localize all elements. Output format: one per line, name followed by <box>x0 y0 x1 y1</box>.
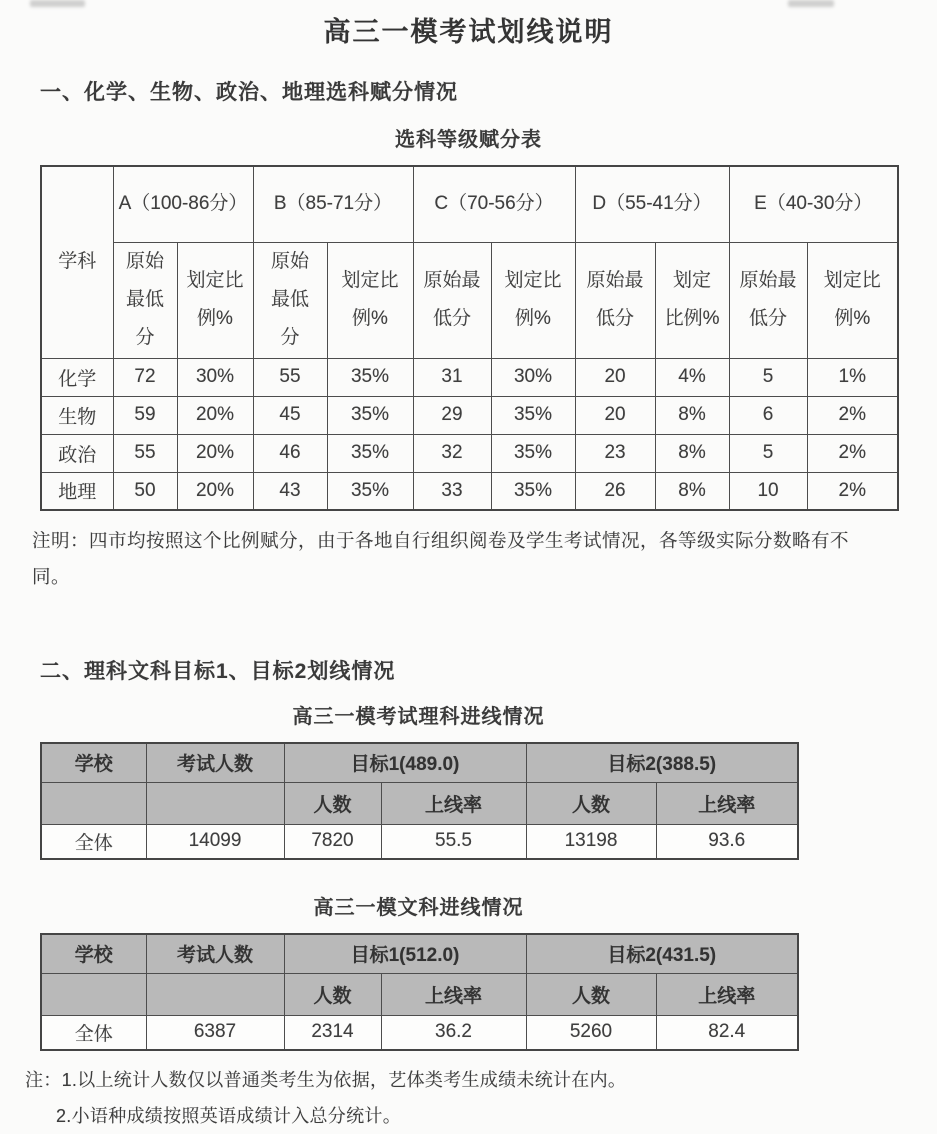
value-cell: 35% <box>491 472 575 510</box>
subject-cell: 政治 <box>41 434 113 472</box>
rate-header: 上线率 <box>656 782 798 824</box>
grade-row-politics <box>41 434 898 472</box>
grade-table-note: 注明：四市均按照这个比例赋分，由于各地自行组织阅卷及学生考试情况，各等级实际分数略有不同。 <box>32 530 850 587</box>
grade-c-header: C（70-56分） <box>413 166 575 242</box>
value-cell: 35% <box>327 358 413 396</box>
count-header: 人数 <box>526 973 656 1015</box>
value-cell: 33 <box>413 472 491 510</box>
grade-row-biology <box>41 396 898 434</box>
target1-rate-cell: 55.5 <box>381 824 526 859</box>
school-cell: 全体 <box>41 824 146 859</box>
value-cell: 35% <box>327 396 413 434</box>
value-cell: 8% <box>655 396 729 434</box>
empty-cell <box>146 782 284 824</box>
rate-header: 上线率 <box>381 782 526 824</box>
scan-artifact-left <box>30 0 85 7</box>
value-cell: 4% <box>655 358 729 396</box>
science-header-row <box>41 743 798 782</box>
subject-column-header: 学科 <box>41 166 113 358</box>
grade-row-chemistry <box>41 358 898 396</box>
ratio-header-b: 划定比例% <box>327 242 413 358</box>
value-cell: 2% <box>807 472 898 510</box>
value-cell: 55 <box>113 434 177 472</box>
science-data-row <box>41 824 798 859</box>
target1-header: 目标1(512.0) <box>284 934 526 973</box>
value-cell: 45 <box>253 396 327 434</box>
value-cell: 2% <box>807 396 898 434</box>
grade-group-header-row <box>41 166 898 242</box>
examinees-cell: 6387 <box>146 1015 284 1050</box>
count-header: 人数 <box>284 973 381 1015</box>
value-cell: 23 <box>575 434 655 472</box>
value-cell: 35% <box>491 434 575 472</box>
target1-rate-cell: 36.2 <box>381 1015 526 1050</box>
value-cell: 20 <box>575 358 655 396</box>
value-cell: 29 <box>413 396 491 434</box>
value-cell: 20% <box>177 434 253 472</box>
value-cell: 5 <box>729 358 807 396</box>
science-table <box>40 742 799 860</box>
arts-sub-header-row <box>41 973 798 1015</box>
value-cell: 35% <box>327 434 413 472</box>
arts-table-title: 高三一模文科进线情况 <box>313 897 524 919</box>
min-score-header-c: 原始最低分 <box>413 242 491 358</box>
arts-data-row <box>41 1015 798 1050</box>
value-cell: 20 <box>575 396 655 434</box>
subject-cell: 化学 <box>41 358 113 396</box>
ratio-header-a: 划定比例% <box>177 242 253 358</box>
grade-assignment-table <box>40 165 899 511</box>
value-cell: 55 <box>253 358 327 396</box>
target2-rate-cell: 82.4 <box>656 1015 798 1050</box>
grade-d-header: D（55-41分） <box>575 166 729 242</box>
section-2-heading: 二、理科文科目标1、目标2划线情况 <box>40 660 396 683</box>
grade-e-header: E（40-30分） <box>729 166 898 242</box>
value-cell: 59 <box>113 396 177 434</box>
ratio-header-e: 划定比例% <box>807 242 898 358</box>
min-score-header-b: 原始最低分 <box>253 242 327 358</box>
grade-b-header: B（85-71分） <box>253 166 413 242</box>
min-score-header-e: 原始最低分 <box>729 242 807 358</box>
value-cell: 31 <box>413 358 491 396</box>
value-cell: 1% <box>807 358 898 396</box>
ratio-header-c: 划定比例% <box>491 242 575 358</box>
grade-row-geography <box>41 472 898 510</box>
value-cell: 30% <box>491 358 575 396</box>
value-cell: 26 <box>575 472 655 510</box>
value-cell: 20% <box>177 396 253 434</box>
value-cell: 8% <box>655 472 729 510</box>
science-sub-header-row <box>41 782 798 824</box>
examinees-cell: 14099 <box>146 824 284 859</box>
value-cell: 50 <box>113 472 177 510</box>
examinees-header: 考试人数 <box>146 743 284 782</box>
grade-a-header: A（100-86分） <box>113 166 253 242</box>
arts-table <box>40 933 799 1051</box>
value-cell: 2% <box>807 434 898 472</box>
count-header: 人数 <box>284 782 381 824</box>
subject-cell: 生物 <box>41 396 113 434</box>
value-cell: 32 <box>413 434 491 472</box>
footnote-1: 注：1.以上统计人数仅以普通类考生为依据，艺体类考生成绩未统计在内。 <box>25 1070 627 1090</box>
count-header: 人数 <box>526 782 656 824</box>
target2-rate-cell: 93.6 <box>656 824 798 859</box>
subject-cell: 地理 <box>41 472 113 510</box>
target2-header: 目标2(388.5) <box>526 743 798 782</box>
arts-header-row <box>41 934 798 973</box>
scan-artifact-right <box>788 0 834 7</box>
value-cell: 72 <box>113 358 177 396</box>
empty-cell <box>41 973 146 1015</box>
document-title: 高三一模考试划线说明 <box>323 17 614 47</box>
grade-table-title: 选科等级赋分表 <box>395 129 542 151</box>
target1-count-cell: 7820 <box>284 824 381 859</box>
min-score-header-a: 原始最低分 <box>113 242 177 358</box>
empty-cell <box>41 782 146 824</box>
value-cell: 30% <box>177 358 253 396</box>
value-cell: 46 <box>253 434 327 472</box>
value-cell: 6 <box>729 396 807 434</box>
value-cell: 43 <box>253 472 327 510</box>
min-score-header-d: 原始最低分 <box>575 242 655 358</box>
science-table-title: 高三一模考试理科进线情况 <box>292 706 545 728</box>
ratio-header-d: 划定比例% <box>655 242 729 358</box>
value-cell: 35% <box>491 396 575 434</box>
footnote-2: 2.小语种成绩按照英语成绩计入总分统计。 <box>56 1106 402 1126</box>
value-cell: 8% <box>655 434 729 472</box>
target1-count-cell: 2314 <box>284 1015 381 1050</box>
rate-header: 上线率 <box>381 973 526 1015</box>
empty-cell <box>146 973 284 1015</box>
target2-count-cell: 5260 <box>526 1015 656 1050</box>
school-header: 学校 <box>41 934 146 973</box>
rate-header: 上线率 <box>656 973 798 1015</box>
value-cell: 20% <box>177 472 253 510</box>
school-cell: 全体 <box>41 1015 146 1050</box>
section-1-heading: 一、化学、生物、政治、地理选科赋分情况 <box>40 81 458 104</box>
value-cell: 10 <box>729 472 807 510</box>
grade-sub-header-row <box>41 242 898 358</box>
value-cell: 35% <box>327 472 413 510</box>
examinees-header: 考试人数 <box>146 934 284 973</box>
target2-header: 目标2(431.5) <box>526 934 798 973</box>
target1-header: 目标1(489.0) <box>284 743 526 782</box>
value-cell: 5 <box>729 434 807 472</box>
target2-count-cell: 13198 <box>526 824 656 859</box>
school-header: 学校 <box>41 743 146 782</box>
